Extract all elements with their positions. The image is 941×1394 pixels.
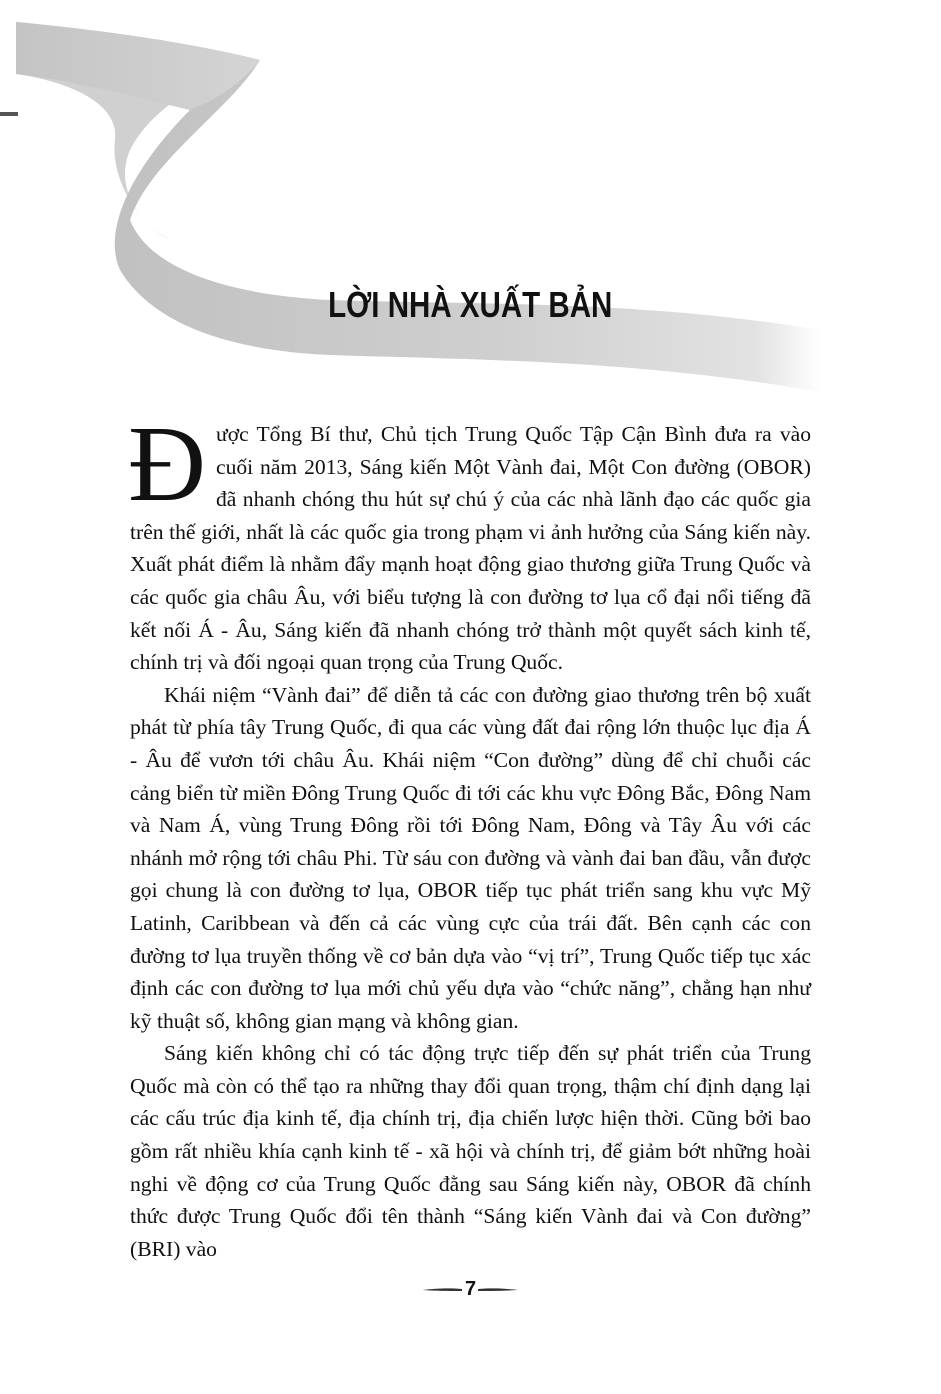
- decorative-ribbon: [0, 0, 941, 420]
- page-number: 7: [464, 1278, 477, 1300]
- page-footer: [0, 1276, 941, 1302]
- paragraph-3: Sáng kiến không chỉ có tác động trực tiếp đến sự phát triển của Trung Quốc mà còn có thể tạo ra những thay đổi quan trọng, thậm chí định dạng lại các cấu trúc địa kinh tế, địa chính trị, địa chiến lược hiện thời. Cũng bởi bao gồm rất nhiều khía cạnh kinh tế - xã hội và chính trị, để giảm bớt những hoài nghi về động cơ của Trung Quốc đằng sau Sáng kiến này, OBOR đã chính thức được Trung Quốc đổi tên thành “Sáng kiến Vành đai và Con đường” (BRI) vào: [130, 1041, 811, 1261]
- page-title: LỜI NHÀ XUẤT BẢN: [328, 284, 613, 325]
- paragraph-2: Khái niệm “Vành đai” để diễn tả các con đường giao thương trên bộ xuất phát từ phía tây Trung Quốc, đi qua các vùng đất đai rộng lớn thuộc lục địa Á - Âu để vươn tới châu Âu. Khái niệm “Con đường” dùng để chỉ chuỗi các cảng biển từ miền Đông Trung Quốc đi tới các khu vực Đông Bắc, Đông Nam và Nam Á, vùng Trung Đông rồi tới Đông Nam, Đông và Tây Âu với các nhánh mở rộng tới châu Phi. Từ sáu con đường và vành đai ban đầu, vẫn được gọi chung là con đường tơ lụa, OBOR tiếp tục phát triển sang khu vực Mỹ Latinh, Caribbean và đến cả các vùng cực của trái đất. Bên cạnh các con đường tơ lụa truyền thống về cơ bản dựa vào “vị trí”, Trung Quốc tiếp tục xác định các con đường tơ lụa mới chủ yếu dựa vào “chức năng”, chẳng hạn như kỹ thuật số, không gian mạng và không gian.: [130, 682, 811, 1033]
- paragraph-1-text: ược Tổng Bí thư, Chủ tịch Trung Quốc Tập Cận Bình đưa ra vào cuối năm 2013, Sáng kiến Một Vành đai, Một Con đường (OBOR) đã nhanh chóng thu hút sự chú ý của các nhà lãnh đạo các quốc gia trên thế giới, nhất là các quốc gia trong phạm vi ảnh hưởng của Sáng kiến này. Xuất phát điểm là nhằm đẩy mạnh hoạt động giao thương giữa Trung Quốc và các quốc gia châu Âu, với biểu tượng là con đường tơ lụa cổ đại nổi tiếng đã kết nối Á - Âu, Sáng kiến đã nhanh chóng trở thành một quyết sách kinh tế, chính trị và đối ngoại quan trọng của Trung Quốc.: [130, 422, 811, 675]
- paragraph-1: [128, 405, 811, 679]
- body-text: [128, 405, 811, 1265]
- drop-cap: Đ: [128, 405, 206, 524]
